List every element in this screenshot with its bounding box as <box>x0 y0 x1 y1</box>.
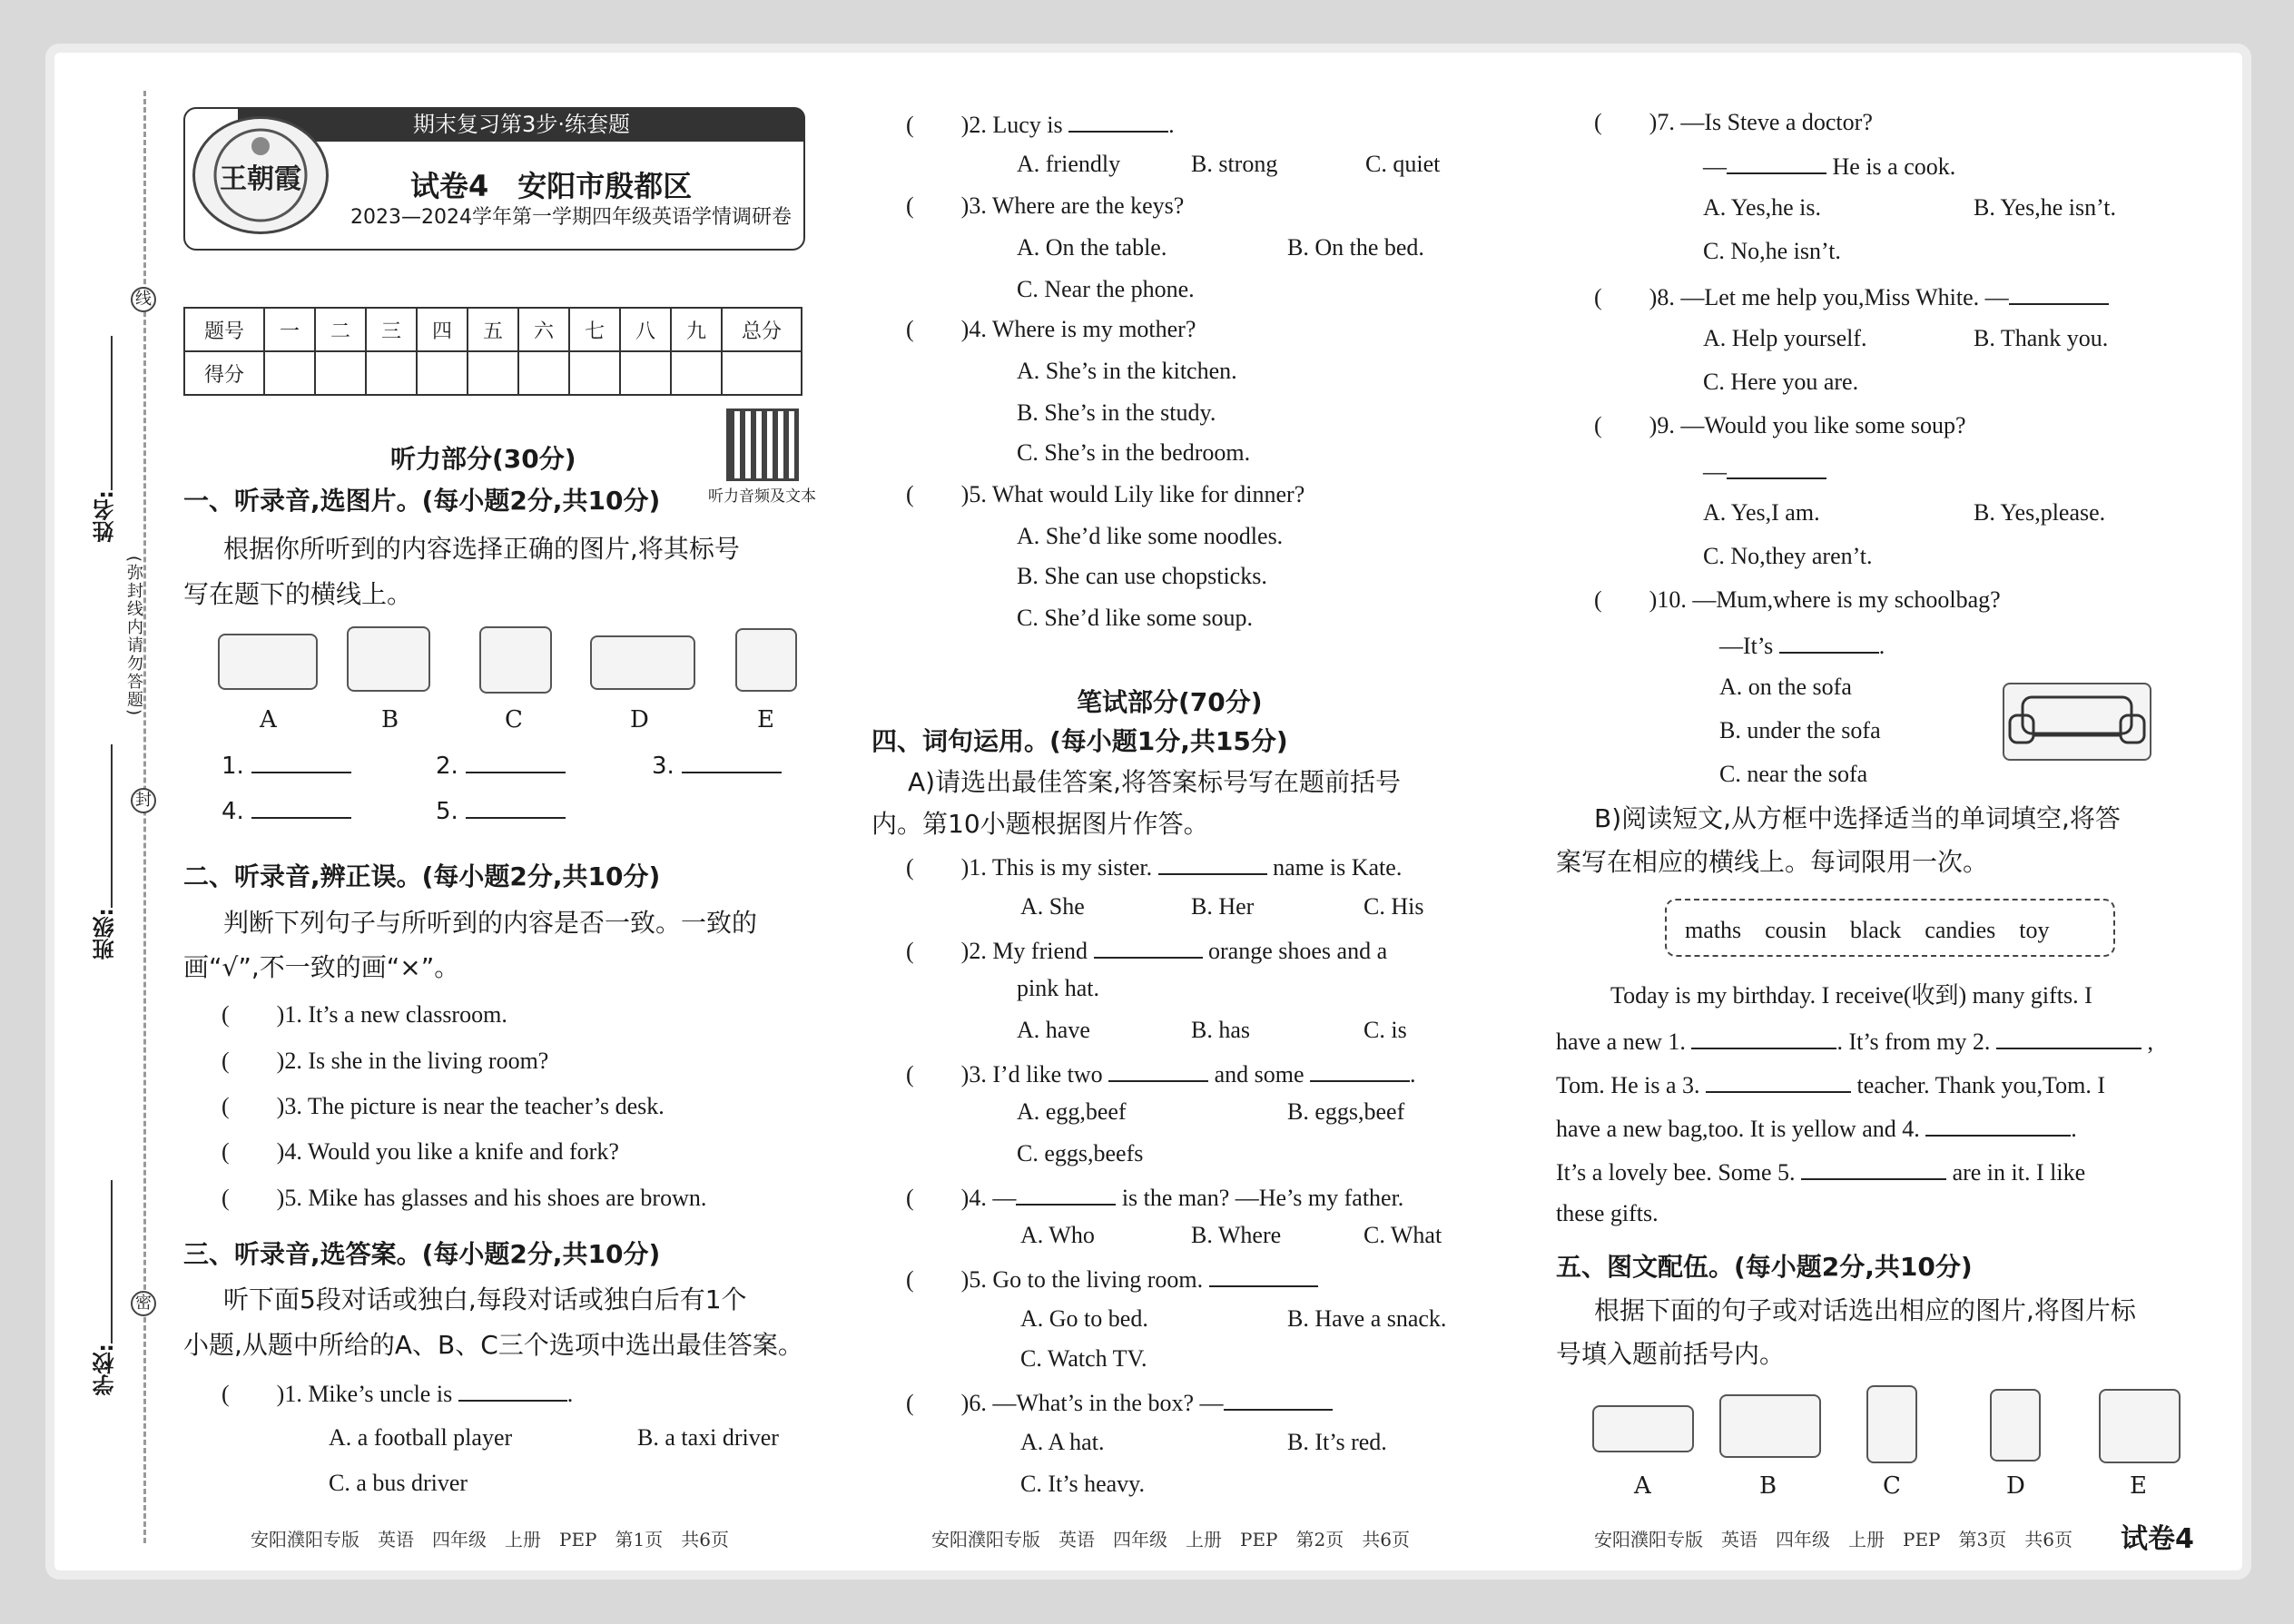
passage-text: Tom. He is a 3. <box>1556 1072 1700 1098</box>
class-field[interactable] <box>111 744 113 908</box>
picture-family-b <box>1719 1394 1821 1458</box>
answer-blank[interactable] <box>458 1374 567 1402</box>
page-footer-2: 安阳濮阳专版 英语 四年级 上册 PEP 第2页 共6页 <box>931 1529 1410 1550</box>
judge-item[interactable]: ( )4. Would you like a knife and fork? <box>222 1138 619 1165</box>
answer-blank[interactable] <box>1727 452 1826 479</box>
school-field[interactable] <box>111 1180 113 1343</box>
name-field[interactable] <box>111 336 113 490</box>
option[interactable]: C. She’d like some soup. <box>1017 605 1253 631</box>
option[interactable]: A. She’d like some noodles. <box>1017 523 1284 549</box>
qr-code[interactable] <box>726 408 799 481</box>
passage-text: teacher. Thank you,Tom. I <box>1856 1072 2106 1098</box>
picture-label: D <box>2006 1472 2025 1500</box>
option[interactable]: C. quiet <box>1365 151 1441 177</box>
answer-blank[interactable] <box>1224 1383 1333 1411</box>
school-label: 学校: <box>93 1343 118 1396</box>
section1-instruction: 根据你所听到的内容选择正确的图片,将其标号 <box>223 534 740 564</box>
option[interactable]: C. It’s heavy. <box>1020 1471 1145 1497</box>
option[interactable]: C. near the sofa <box>1719 761 1868 787</box>
option[interactable]: B. a taxi driver <box>637 1424 779 1451</box>
answer-number: 2. <box>436 753 458 780</box>
option[interactable]: C. No,they aren’t. <box>1703 543 1873 569</box>
question-text: —It’s <box>1719 633 1774 659</box>
answer-number: 5. <box>436 798 458 825</box>
binding-mark-1: 线 <box>131 287 156 312</box>
section5-instruction: 根据下面的句子或对话选出相应的图片,将图片标 <box>1594 1295 2136 1325</box>
picture-door-d <box>1990 1389 2041 1462</box>
page-footer-1: 安阳濮阳专版 英语 四年级 上册 PEP 第1页 共6页 <box>251 1529 729 1550</box>
judge-item[interactable]: ( )3. The picture is near the teacher’s desk. <box>222 1093 665 1119</box>
answer-blank[interactable] <box>1996 1022 2141 1049</box>
passage-text: It’s a lovely bee. Some 5. <box>1556 1159 1796 1186</box>
option[interactable]: A. have <box>1017 1017 1090 1043</box>
question-text: ( )3. I’d like two <box>906 1061 1103 1088</box>
score-header-cell: 总分 <box>722 308 802 351</box>
option[interactable]: B. has <box>1191 1017 1250 1043</box>
passage-text: are in it. I like <box>1952 1159 2086 1186</box>
picture-label: E <box>2130 1472 2147 1500</box>
score-header-cell: 七 <box>569 308 620 351</box>
option[interactable]: B. strong <box>1191 151 1278 177</box>
option[interactable]: B. under the sofa <box>1719 717 1881 743</box>
option[interactable]: A. on the sofa <box>1719 674 1852 700</box>
score-cell[interactable] <box>468 351 518 395</box>
option[interactable]: C. is <box>1364 1017 1407 1043</box>
section3-heading: 三、听录音,选答案。(每小题2分,共10分) <box>183 1239 661 1269</box>
score-header-cell: 二 <box>315 308 366 351</box>
section3-instruction-2: 小题,从题中所给的A、B、C三个选项中选出最佳答案。 <box>183 1330 803 1360</box>
binding-note: (弥封线内请勿答题) <box>124 556 143 718</box>
passage-text: . It’s from my 2. <box>1836 1029 1991 1055</box>
question-text: name is Kate. <box>1273 854 1403 881</box>
sofa-icon <box>2004 684 2150 759</box>
publisher-logo <box>192 116 329 234</box>
option[interactable]: B. Have a snack. <box>1287 1305 1447 1332</box>
binding-mark-3: 密 <box>131 1291 156 1316</box>
picture-label: B <box>1759 1472 1777 1500</box>
exam-title: 试卷4 安阳市殷都区 <box>410 169 693 203</box>
option[interactable]: A. Yes,I am. <box>1703 499 1820 526</box>
score-cell[interactable] <box>315 351 366 395</box>
exam-subtitle: 2023—2024学年第一学期四年级英语学情调研卷 <box>350 206 792 229</box>
score-cell[interactable] <box>366 351 417 395</box>
score-cell[interactable] <box>569 351 620 395</box>
option[interactable]: A. friendly <box>1017 151 1121 177</box>
answer-blank[interactable] <box>1706 1066 1851 1093</box>
score-header-cell: 六 <box>518 308 569 351</box>
option[interactable]: C. Watch TV. <box>1020 1345 1147 1372</box>
score-cell[interactable] <box>518 351 569 395</box>
question-text: ( )2. Lucy is <box>906 112 1063 138</box>
question-text: ( )5. What would Lily like for dinner? <box>906 481 1305 507</box>
score-cell[interactable] <box>722 351 802 395</box>
header-band: 期末复习第3步·练套题 <box>238 107 805 142</box>
option[interactable]: C. No,he isn’t. <box>1703 238 1841 264</box>
option[interactable]: C. Near the phone. <box>1017 276 1195 302</box>
question-text: ( )8. —Let me help you,Miss White. — <box>1594 284 2009 310</box>
option[interactable]: A. egg,beef <box>1017 1098 1127 1125</box>
picture-boy-c <box>1866 1385 1917 1463</box>
score-header-cell: 四 <box>417 308 468 351</box>
option[interactable]: A. Yes,he is. <box>1703 194 1822 221</box>
section2-heading: 二、听录音,辨正误。(每小题2分,共10分) <box>183 861 661 891</box>
answer-blank[interactable] <box>1779 626 1879 654</box>
question-text: ( )4. — <box>906 1185 1017 1211</box>
judge-item[interactable]: ( )2. Is she in the living room? <box>222 1048 549 1074</box>
question-text: ( )7. —Is Steve a doctor? <box>1594 109 1873 135</box>
answer-blank[interactable] <box>1158 848 1267 875</box>
section4b-instruction-2: 案写在相应的横线上。每词限用一次。 <box>1556 847 1989 877</box>
section1-instruction-2: 写在题下的横线上。 <box>183 579 413 609</box>
answer-number: 1. <box>222 753 244 780</box>
paper-number: 试卷4 <box>2121 1523 2194 1555</box>
answer-blank[interactable] <box>1068 105 1168 133</box>
section2-instruction-2: 画“√”,不一致的画“×”。 <box>183 952 460 982</box>
passage-line: Today is my birthday. I receive(收到) many gifts. I <box>1610 982 2092 1009</box>
answer-blank[interactable] <box>1094 931 1203 959</box>
passage-text: , <box>2147 1029 2153 1055</box>
question-text: ( )10. —Mum,where is my schoolbag? <box>1594 586 2001 613</box>
score-header-cell: 九 <box>671 308 722 351</box>
svg-text:王朝霞: 王朝霞 <box>220 163 301 195</box>
name-label: 姓名: <box>93 490 118 543</box>
passage-text: have a new bag,too. It is yellow and 4. <box>1556 1116 1920 1142</box>
option[interactable]: B. eggs,beef <box>1287 1098 1405 1125</box>
section4a-instruction-2: 内。第10小题根据图片作答。 <box>871 809 1209 839</box>
class-label: 班级: <box>93 908 118 960</box>
picture-food-a <box>1592 1405 1694 1452</box>
question-text: ( )6. —What’s in the box? — <box>906 1390 1224 1416</box>
score-header-cell: 题号 <box>184 308 264 351</box>
answer-number: 3. <box>652 753 674 780</box>
listening-title: 听力部分(30分) <box>390 444 576 474</box>
answer-blank[interactable] <box>682 746 782 773</box>
option[interactable]: A. A hat. <box>1020 1429 1105 1455</box>
question-text: ( )1. Mike’s uncle is <box>222 1381 453 1407</box>
picture-chicken-d <box>590 635 695 690</box>
picture-person-c <box>479 626 552 694</box>
picture-label: B <box>381 706 399 733</box>
passage-line: these gifts. <box>1556 1200 1659 1226</box>
option[interactable]: C. a bus driver <box>329 1470 468 1496</box>
score-row-label: 得分 <box>184 351 264 395</box>
option[interactable]: B. She can use chopsticks. <box>1017 563 1267 589</box>
option[interactable]: B. Thank you. <box>1974 325 2109 351</box>
picture-sofa <box>2003 683 2151 761</box>
question-text: ( )9. —Would you like some soup? <box>1594 412 1966 438</box>
logo-emblem-icon <box>195 119 326 231</box>
option[interactable]: A. She <box>1020 893 1085 920</box>
question-text: He is a cook. <box>1832 153 1956 180</box>
word-bank: maths cousin black candies toy <box>1685 917 2050 943</box>
question-text: ( )4. Where is my mother? <box>906 316 1196 342</box>
question-text: and some <box>1214 1061 1305 1088</box>
section4b-instruction: B)阅读短文,从方框中选择适当的单词填空,将答 <box>1594 803 2121 833</box>
picture-label: C <box>505 706 523 733</box>
score-header-cell: 三 <box>366 308 417 351</box>
written-title: 笔试部分(70分) <box>1077 687 1263 717</box>
answer-blank[interactable] <box>251 792 351 819</box>
option[interactable]: B. Where <box>1191 1222 1282 1248</box>
passage-text: have a new 1. <box>1556 1029 1686 1055</box>
option[interactable]: B. Her <box>1191 893 1255 920</box>
question-text: — <box>1703 458 1727 485</box>
option[interactable]: B. She’s in the study. <box>1017 399 1216 426</box>
score-cell[interactable] <box>620 351 671 395</box>
score-header-cell: 五 <box>468 308 518 351</box>
answer-blank[interactable] <box>466 792 566 819</box>
score-cell[interactable] <box>671 351 722 395</box>
option[interactable]: B. On the bed. <box>1287 234 1424 261</box>
qr-caption: 听力音频及文本 <box>708 487 816 506</box>
answer-blank[interactable] <box>1310 1055 1410 1082</box>
question-text: — <box>1703 153 1727 180</box>
answer-blank[interactable] <box>251 746 351 773</box>
picture-label: E <box>757 706 774 733</box>
option[interactable]: A. Help yourself. <box>1703 325 1867 351</box>
option[interactable]: C. She’s in the bedroom. <box>1017 439 1251 466</box>
section4-heading: 四、词句运用。(每小题1分,共15分) <box>871 726 1288 756</box>
score-table <box>183 307 802 396</box>
picture-room-b <box>347 626 430 692</box>
score-header-cell: 一 <box>264 308 315 351</box>
picture-label: A <box>1634 1472 1651 1500</box>
judge-item[interactable]: ( )1. It’s a new classroom. <box>222 1001 507 1028</box>
answer-blank[interactable] <box>466 746 566 773</box>
judge-item[interactable]: ( )5. Mike has glasses and his shoes are brown. <box>222 1185 707 1211</box>
passage-text: . <box>2071 1116 2077 1142</box>
option[interactable]: A. Go to bed. <box>1020 1305 1148 1332</box>
question-text: is the man? —He’s my father. <box>1121 1185 1404 1211</box>
option[interactable]: B. Yes,please. <box>1974 499 2106 526</box>
section2-instruction: 判断下列句子与所听到的内容是否一致。一致的 <box>223 908 758 938</box>
answer-blank[interactable] <box>1727 147 1826 174</box>
picture-food-a <box>218 634 318 690</box>
option[interactable]: A. On the table. <box>1017 234 1167 261</box>
option[interactable]: A. a football player <box>329 1424 513 1451</box>
section3-instruction: 听下面5段对话或独白,每段对话或独白后有1个 <box>223 1284 747 1314</box>
score-cell[interactable] <box>417 351 468 395</box>
question-text: pink hat. <box>1017 975 1099 1001</box>
question-text: ( )5. Go to the living room. <box>906 1266 1204 1293</box>
answer-blank[interactable] <box>1801 1153 1946 1180</box>
option[interactable]: C. What <box>1364 1222 1442 1248</box>
option[interactable]: C. eggs,beefs <box>1017 1140 1144 1166</box>
option[interactable]: B. Yes,he isn’t. <box>1974 194 2117 221</box>
question-text: ( )3. Where are the keys? <box>906 192 1185 219</box>
answer-blank[interactable] <box>1925 1109 2071 1137</box>
score-header-cell: 八 <box>620 308 671 351</box>
option[interactable]: A. She’s in the kitchen. <box>1017 358 1237 384</box>
section5-heading: 五、图文配伍。(每小题2分,共10分) <box>1556 1252 1973 1282</box>
answer-blank[interactable] <box>1016 1178 1116 1206</box>
question-text: ( )1. This is my sister. <box>906 854 1153 881</box>
answer-blank[interactable] <box>1691 1022 1836 1049</box>
answer-blank[interactable] <box>1108 1055 1208 1082</box>
section4a-instruction: A)请选出最佳答案,将答案标号写在题前括号 <box>908 767 1401 797</box>
question-text: ( )2. My friend <box>906 938 1088 964</box>
question-text: orange shoes and a <box>1208 938 1388 964</box>
picture-label: D <box>630 706 649 733</box>
section5-instruction-2: 号填入题前括号内。 <box>1556 1339 1786 1369</box>
picture-person-e <box>735 628 797 692</box>
option[interactable]: C. His <box>1364 893 1424 920</box>
answer-blank[interactable] <box>1209 1260 1318 1287</box>
option[interactable]: C. Here you are. <box>1703 369 1859 395</box>
picture-label: C <box>1883 1472 1901 1500</box>
option[interactable]: A. Who <box>1020 1222 1095 1248</box>
score-cell[interactable] <box>264 351 315 395</box>
option[interactable]: B. It’s red. <box>1287 1429 1387 1455</box>
binding-mark-2: 封 <box>131 788 156 813</box>
answer-blank[interactable] <box>2009 278 2109 305</box>
section1-heading: 一、听录音,选图片。(每小题2分,共10分) <box>183 486 661 516</box>
picture-table-e <box>2099 1389 2181 1463</box>
picture-label: A <box>260 706 277 733</box>
page-footer-3: 安阳濮阳专版 英语 四年级 上册 PEP 第3页 共6页 <box>1594 1529 2072 1550</box>
answer-number: 4. <box>222 798 244 825</box>
